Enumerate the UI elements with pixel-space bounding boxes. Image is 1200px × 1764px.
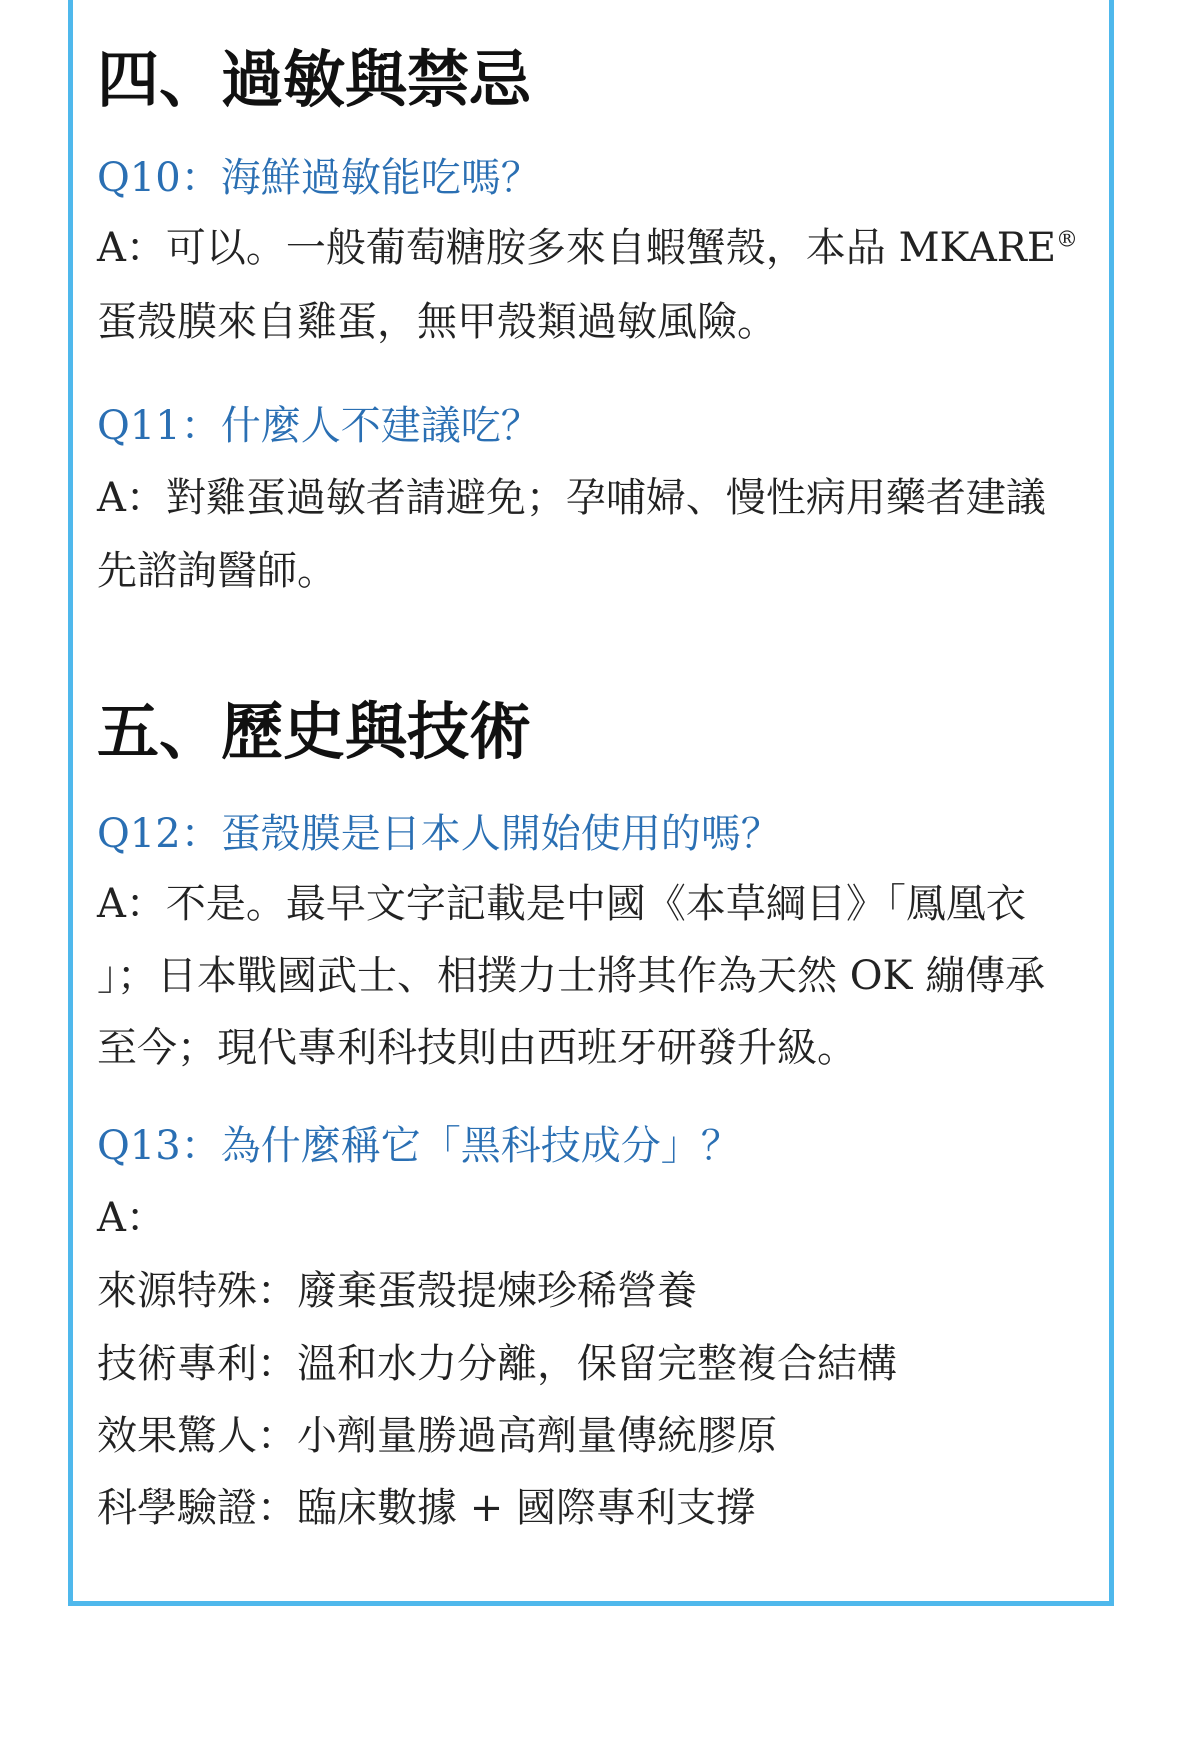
answer-q10-line-1-text: A：可以。一般葡萄糖胺多來自蝦蟹殼，本品 MKARE [97,225,1057,271]
answer-q12-line-2: 」；日本戰國武士、相撲力士將其作為天然 OK 繃傳承 [97,953,1046,999]
answer-q10-line-2: 蛋殼膜來自雞蛋，無甲殼類過敏風險。 [97,299,777,345]
answer-q13-line-2: 來源特殊：廢棄蛋殼提煉珍稀營養 [97,1268,697,1314]
answer-q11-line-1: A：對雞蛋過敏者請避免；孕哺婦、慢性病用藥者建議 [97,475,1046,521]
answer-q10-line-1 [97,212,1078,284]
answer-q13-line-5: 科學驗證：臨床數據 + 國際專利支撐 [97,1485,756,1531]
section-title-allergy: 四、過敏與禁忌 [97,43,532,116]
answer-q13-line-3: 技術專利：溫和水力分離，保留完整複合結構 [97,1341,897,1387]
question-q13: Q13：為什麼稱它「黑科技成分」？ [97,1123,741,1169]
answer-q12-line-3: 至今；現代專利科技則由西班牙研發升級。 [97,1025,857,1071]
answer-q13-line-4: 效果驚人：小劑量勝過高劑量傳統膠原 [97,1413,777,1459]
question-q12: Q12：蛋殼膜是日本人開始使用的嗎？ [97,811,781,857]
registered-mark: ® [1056,227,1079,253]
answer-q12-line-1: A：不是。最早文字記載是中國《本草綱目》「鳳凰衣 [97,881,1026,927]
answer-q11-line-2: 先諮詢醫師。 [97,548,337,594]
section-title-history: 五、歷史與技術 [97,695,532,768]
question-q11: Q11：什麼人不建議吃？ [97,403,541,449]
question-q10: Q10：海鮮過敏能吃嗎？ [97,155,541,201]
answer-q13-line-1: A： [97,1195,166,1241]
